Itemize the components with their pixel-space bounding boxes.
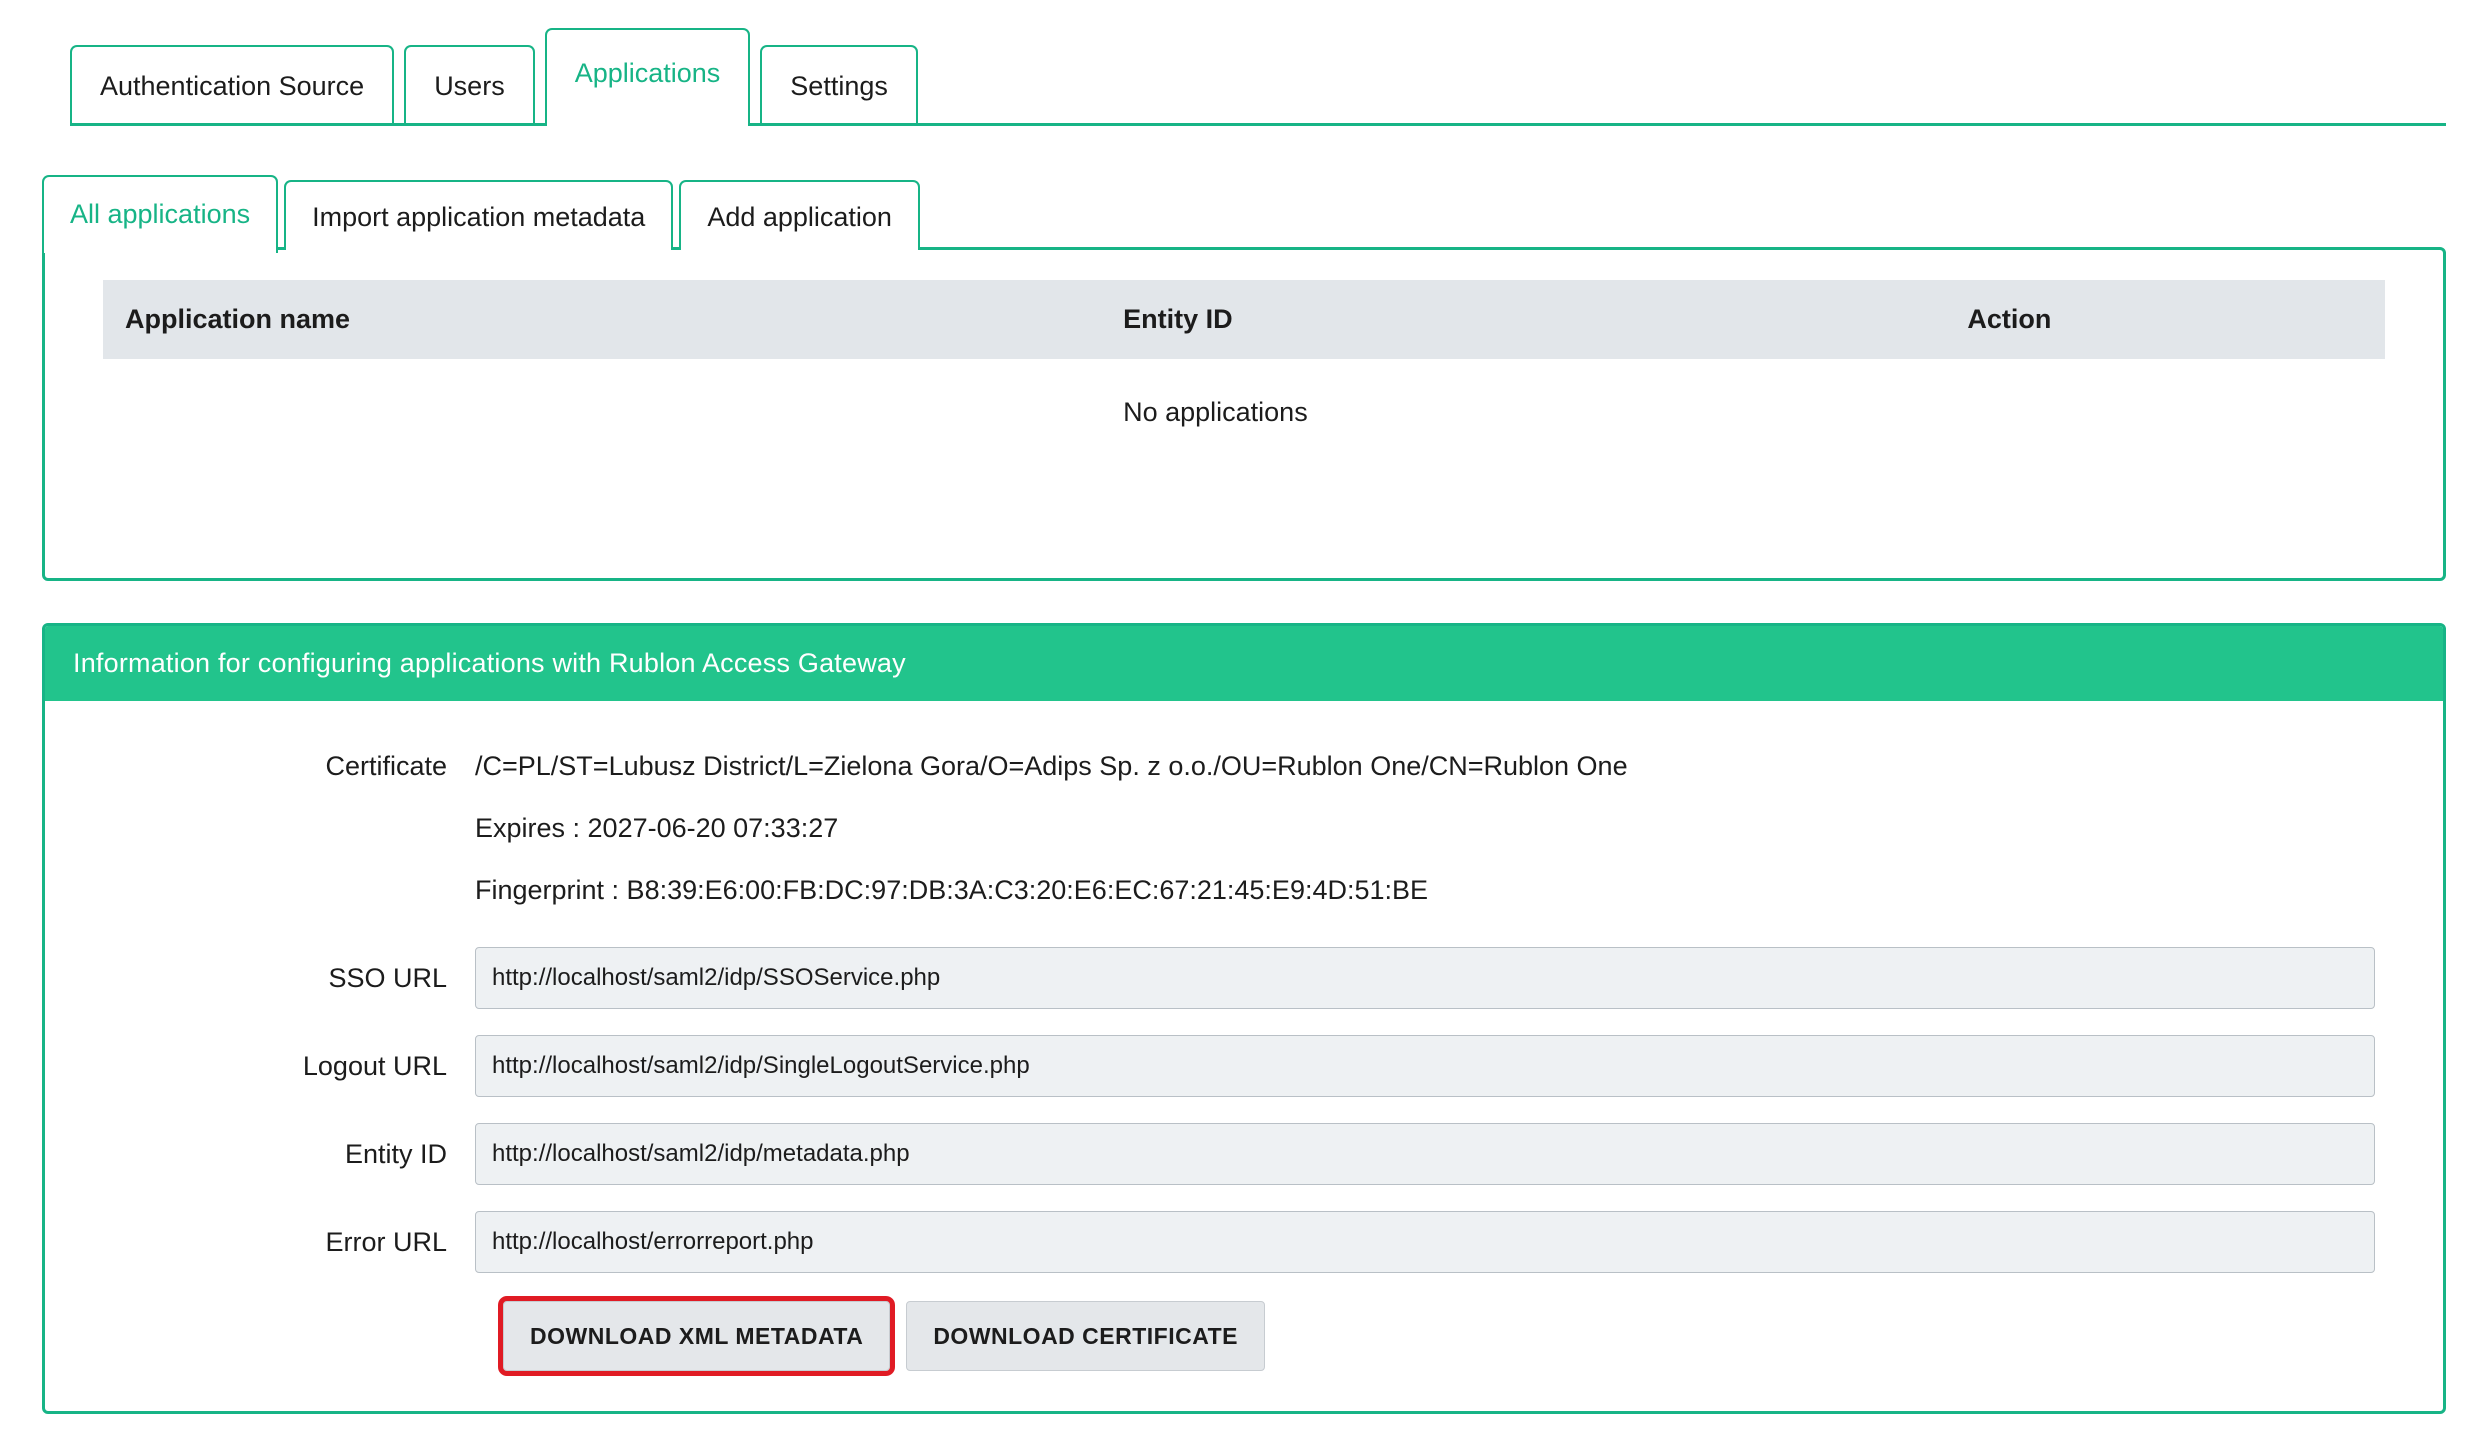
- column-header-action: Action: [1951, 280, 2385, 359]
- certificate-row: [45, 735, 2443, 921]
- gateway-info-card: [42, 623, 2446, 1414]
- tab-settings[interactable]: Settings: [760, 45, 918, 123]
- download-certificate-button[interactable]: DOWNLOAD CERTIFICATE: [906, 1301, 1265, 1371]
- table-header-row: [103, 280, 2385, 359]
- applications-table-head: [103, 280, 2385, 359]
- download-button-row: [503, 1301, 2443, 1371]
- tab-authentication-source[interactable]: Authentication Source: [70, 45, 394, 123]
- certificate-fingerprint: Fingerprint : B8:39:E6:00:FB:DC:97:DB:3A:C3:20:E6:EC:67:21:45:E9:4D:51:BE: [475, 875, 1429, 905]
- download-xml-metadata-button[interactable]: DOWNLOAD XML METADATA: [503, 1301, 890, 1371]
- subtab-import-application-metadata[interactable]: Import application metadata: [284, 180, 673, 250]
- certificate-label: Certificate: [325, 751, 447, 781]
- error-url-row: [45, 1211, 2443, 1273]
- logout-url-label: Logout URL: [302, 1051, 447, 1081]
- logout-url-input[interactable]: [475, 1035, 2375, 1097]
- error-url-input[interactable]: [475, 1211, 2375, 1273]
- table-row-empty: [103, 359, 2385, 428]
- entity-id-input[interactable]: [475, 1123, 2375, 1185]
- applications-panel: [42, 247, 2446, 581]
- sso-url-input[interactable]: [475, 947, 2375, 1009]
- column-header-entity-id: Entity ID: [1107, 280, 1951, 359]
- subtab-all-applications[interactable]: All applications: [42, 175, 278, 253]
- tab-applications[interactable]: Applications: [545, 28, 751, 126]
- column-header-application-name: Application name: [103, 280, 1107, 359]
- certificate-expires: Expires : 2027-06-20 07:33:27: [475, 813, 839, 843]
- spacer-cell: [103, 428, 2385, 518]
- certificate-values: [475, 735, 1628, 921]
- gateway-info-title: Information for configuring applications with Rublon Access Gateway: [45, 626, 2443, 701]
- logout-url-row: [45, 1035, 2443, 1097]
- applications-subtabbar: [42, 170, 2446, 250]
- entity-id-row: [45, 1123, 2443, 1185]
- entity-id-label: Entity ID: [344, 1139, 447, 1169]
- table-row-spacer: [103, 428, 2385, 518]
- subtab-add-application[interactable]: Add application: [679, 180, 920, 250]
- empty-cell-right: [1951, 359, 2385, 428]
- applications-table: [103, 280, 2385, 518]
- certificate-subject: /C=PL/ST=Lubusz District/L=Zielona Gora/O=Adips Sp. z o.o./OU=Rublon One/CN=Rublon One: [475, 751, 1628, 781]
- no-applications-message: No applications: [1123, 397, 1308, 427]
- main-tabbar: [70, 22, 2446, 126]
- tab-users[interactable]: Users: [404, 45, 535, 123]
- error-url-label: Error URL: [325, 1227, 447, 1257]
- sso-url-row: [45, 947, 2443, 1009]
- page-root: [0, 22, 2486, 1444]
- sso-url-label: SSO URL: [328, 963, 447, 993]
- gateway-info-body: [45, 701, 2443, 1411]
- empty-cell-left: [103, 359, 1107, 428]
- applications-table-body: [103, 359, 2385, 518]
